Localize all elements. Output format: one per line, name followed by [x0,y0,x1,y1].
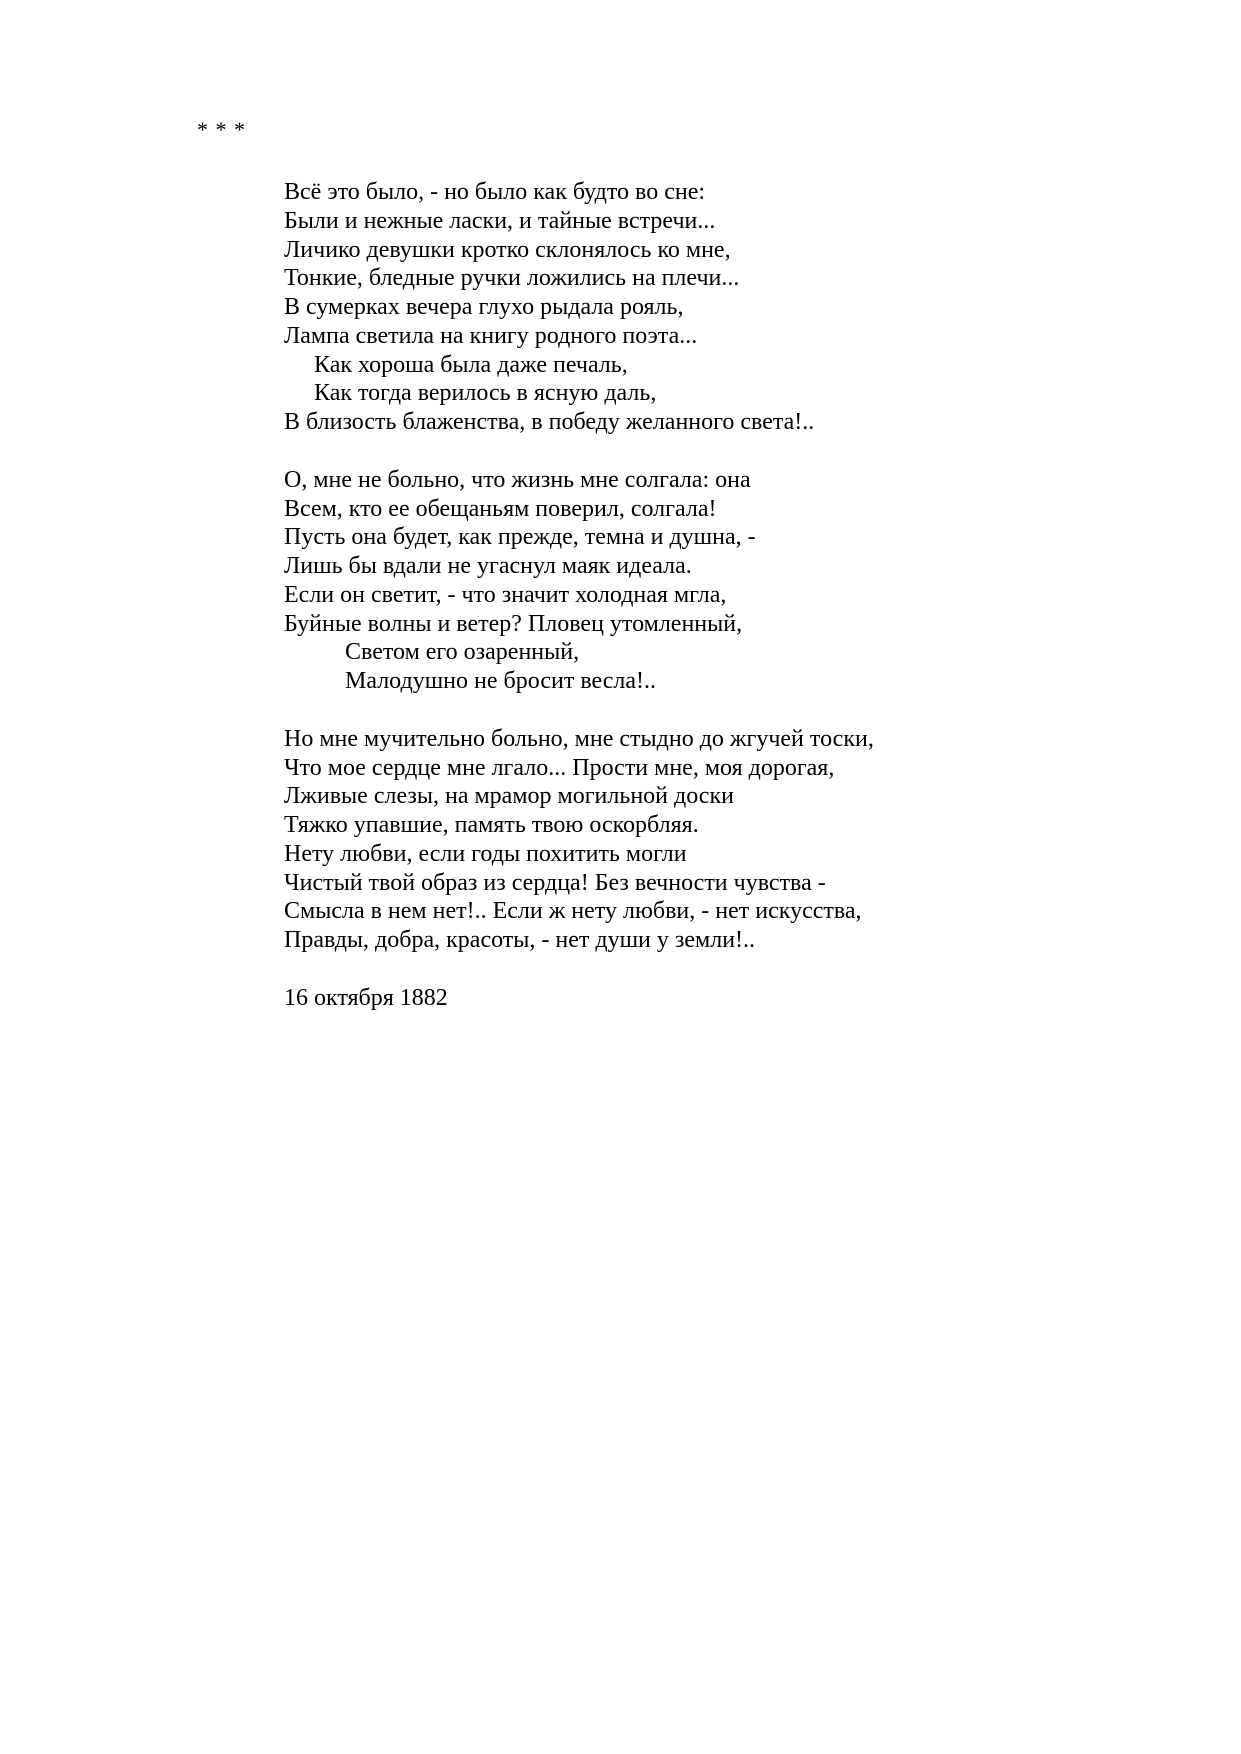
poem-line: Буйные волны и ветер? Пловец утомленный, [284,610,743,637]
poem-line: Малодушно не бросит весла!.. [345,668,657,694]
poem-line: Правды, добра, красоты, - нет души у земли!.. [284,927,756,953]
poem-line: Лживые слезы, на мрамор могильной доски [284,783,734,810]
poem-line: О, мне не больно, что жизнь мне солгала: она [284,466,751,493]
poem-line: Светом его озаренный, [345,639,580,666]
poem [284,178,874,1013]
poem-line: Тонкие, бледные ручки ложились на плечи... [284,265,740,292]
poem-line: Но мне мучительно больно, мне стыдно до жгучей тоски, [284,725,874,752]
poem-line: Что мое сердце мне лгало... Прости мне, моя дорогая, [284,754,835,781]
stanza-1 [284,178,874,437]
poem-line: Всем, кто ее обещаньям поверил, солгала! [284,495,717,522]
poem-line: Лишь бы вдали не угаснул маяк идеала. [284,553,692,579]
poem-line: Всё это было, - но было как будто во сне: [284,179,706,205]
poem-line: Пусть она будет, как прежде, темна и душна, - [284,524,756,551]
poem-line: Лампа светила на книгу родного поэта... [284,322,698,349]
stanza-2 [284,466,874,696]
poem-line: Как тогда верилось в ясную даль, [314,380,657,407]
poem-line: Как хороша была даже печаль, [314,351,628,378]
poem-line: Тяжко упавшие, память твою оскорбляя. [284,812,699,838]
poem-line: Нету любви, если годы похитить могли [284,840,687,867]
poem-line: Смысла в нем нет!.. Если ж нету любви, - нет искусства, [284,898,862,925]
poem-line: Были и нежные ласки, и тайные встречи... [284,207,716,234]
poem-line: Чистый твой образ из сердца! Без вечности чувства - [284,869,826,896]
poem-line: Личико девушки кротко склонялось ко мне, [284,236,731,263]
stanza-3 [284,725,874,955]
poem-line: В близость блаженства, в победу желанного света!.. [284,409,815,435]
poem-line: В сумерках вечера глухо рыдала рояль, [284,294,684,320]
poem-date: 16 октября 1882 [284,984,448,1011]
poem-line: Если он светит, - что значит холодная мгла, [284,581,727,608]
section-asterisks: * * * [197,117,246,142]
